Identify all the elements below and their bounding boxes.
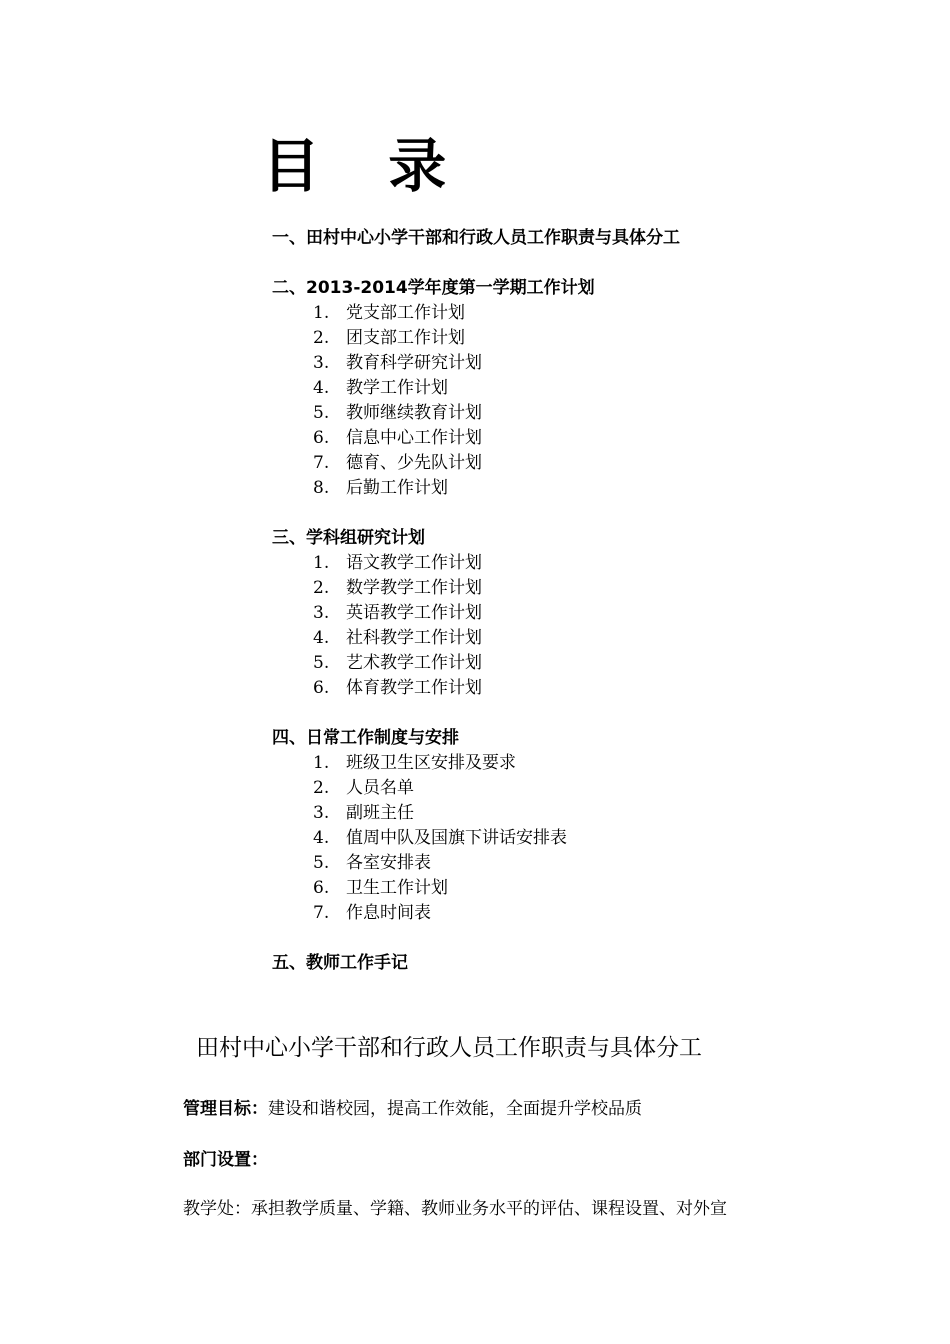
toc-item-number: 5. <box>313 853 330 873</box>
toc-item-number: 6. <box>313 878 330 898</box>
toc-item-list <box>272 551 892 701</box>
toc-item <box>272 351 892 376</box>
toc-item-text: 教育科学研究计划 <box>346 353 482 373</box>
toc-item-number: 5. <box>313 653 330 673</box>
toc-item-number: 8. <box>313 478 330 498</box>
toc-item-text: 教师继续教育计划 <box>346 403 482 423</box>
toc-item-number: 6. <box>313 428 330 448</box>
toc-item <box>272 801 892 826</box>
toc-item <box>272 476 892 501</box>
toc-item-text: 信息中心工作计划 <box>346 428 482 448</box>
teaching-office-text: 教学处：承担教学质量、学籍、教师业务水平的评估、课程设置、对外宣 <box>183 1199 727 1219</box>
toc-item-number: 2. <box>313 778 330 798</box>
toc-section-heading: 五、教师工作手记 <box>272 953 408 973</box>
toc-item-number: 3. <box>313 603 330 623</box>
toc-item-list <box>272 301 892 501</box>
toc-item <box>272 776 892 801</box>
toc-item-number: 1. <box>313 303 330 323</box>
toc-item-text: 卫生工作计划 <box>346 878 448 898</box>
management-goal-label: 管理目标： <box>183 1099 268 1119</box>
toc-item <box>272 551 892 576</box>
toc-item-text: 后勤工作计划 <box>346 478 448 498</box>
toc-item <box>272 601 892 626</box>
toc-item-number: 7. <box>313 453 330 473</box>
toc-item-number: 6. <box>313 678 330 698</box>
department-setup-label: 部门设置： <box>183 1150 268 1170</box>
toc-item <box>272 626 892 651</box>
toc-item <box>272 876 892 901</box>
toc-item-number: 1. <box>313 553 330 573</box>
toc-title: 目 录 <box>262 132 471 200</box>
department-setup-paragraph <box>183 1147 268 1173</box>
toc-item-text: 语文教学工作计划 <box>346 553 482 573</box>
toc-item-text: 副班主任 <box>346 803 414 823</box>
toc-item <box>272 401 892 426</box>
toc-section-heading: 一、田村中心小学干部和行政人员工作职责与具体分工 <box>272 228 680 248</box>
management-goal-text: 建设和谐校园，提高工作效能，全面提升学校品质 <box>268 1099 642 1119</box>
management-goal-paragraph <box>183 1096 642 1122</box>
toc-item-text: 教学工作计划 <box>346 378 448 398</box>
toc-item-number: 4. <box>313 628 330 648</box>
toc-item-text: 体育教学工作计划 <box>346 678 482 698</box>
toc-item-number: 2. <box>313 578 330 598</box>
toc-item <box>272 301 892 326</box>
toc-item-text: 艺术教学工作计划 <box>346 653 482 673</box>
toc-section-heading: 二、2013-2014学年度第一学期工作计划 <box>272 278 595 298</box>
toc-item-text: 党支部工作计划 <box>346 303 465 323</box>
toc-section <box>272 726 892 926</box>
toc-item-number: 4. <box>313 378 330 398</box>
toc-item <box>272 851 892 876</box>
toc-item-number: 3. <box>313 353 330 373</box>
toc-item-text: 作息时间表 <box>346 903 431 923</box>
toc-item <box>272 576 892 601</box>
toc-item <box>272 326 892 351</box>
toc-item-number: 5. <box>313 403 330 423</box>
toc-section <box>272 526 892 701</box>
toc-item <box>272 651 892 676</box>
toc-section-heading: 三、学科组研究计划 <box>272 528 425 548</box>
toc-item-number: 2. <box>313 328 330 348</box>
toc-item-list <box>272 751 892 926</box>
toc-item-text: 数学教学工作计划 <box>346 578 482 598</box>
toc-item-number: 4. <box>313 828 330 848</box>
toc-item-number: 7. <box>313 903 330 923</box>
toc-section <box>272 226 892 251</box>
toc-item-text: 社科教学工作计划 <box>346 628 482 648</box>
toc-item <box>272 901 892 926</box>
toc-section-heading: 四、日常工作制度与安排 <box>272 728 459 748</box>
toc-item <box>272 751 892 776</box>
toc-item-text: 各室安排表 <box>346 853 431 873</box>
toc-item-text: 英语教学工作计划 <box>346 603 482 623</box>
toc-item-text: 值周中队及国旗下讲话安排表 <box>346 828 567 848</box>
toc-item-text: 人员名单 <box>346 778 414 798</box>
toc-item <box>272 676 892 701</box>
teaching-office-paragraph <box>183 1196 727 1222</box>
toc-section <box>272 276 892 501</box>
toc-item-text: 德育、少先队计划 <box>346 453 482 473</box>
toc-item-text: 团支部工作计划 <box>346 328 465 348</box>
toc-item <box>272 451 892 476</box>
toc-item <box>272 376 892 401</box>
table-of-contents <box>272 226 892 1001</box>
toc-item-text: 班级卫生区安排及要求 <box>346 753 516 773</box>
toc-section <box>272 951 892 976</box>
toc-item-number: 1. <box>313 753 330 773</box>
toc-item <box>272 426 892 451</box>
toc-item-number: 3. <box>313 803 330 823</box>
toc-item <box>272 826 892 851</box>
document-heading: 田村中心小学干部和行政人员工作职责与具体分工 <box>196 1035 702 1061</box>
